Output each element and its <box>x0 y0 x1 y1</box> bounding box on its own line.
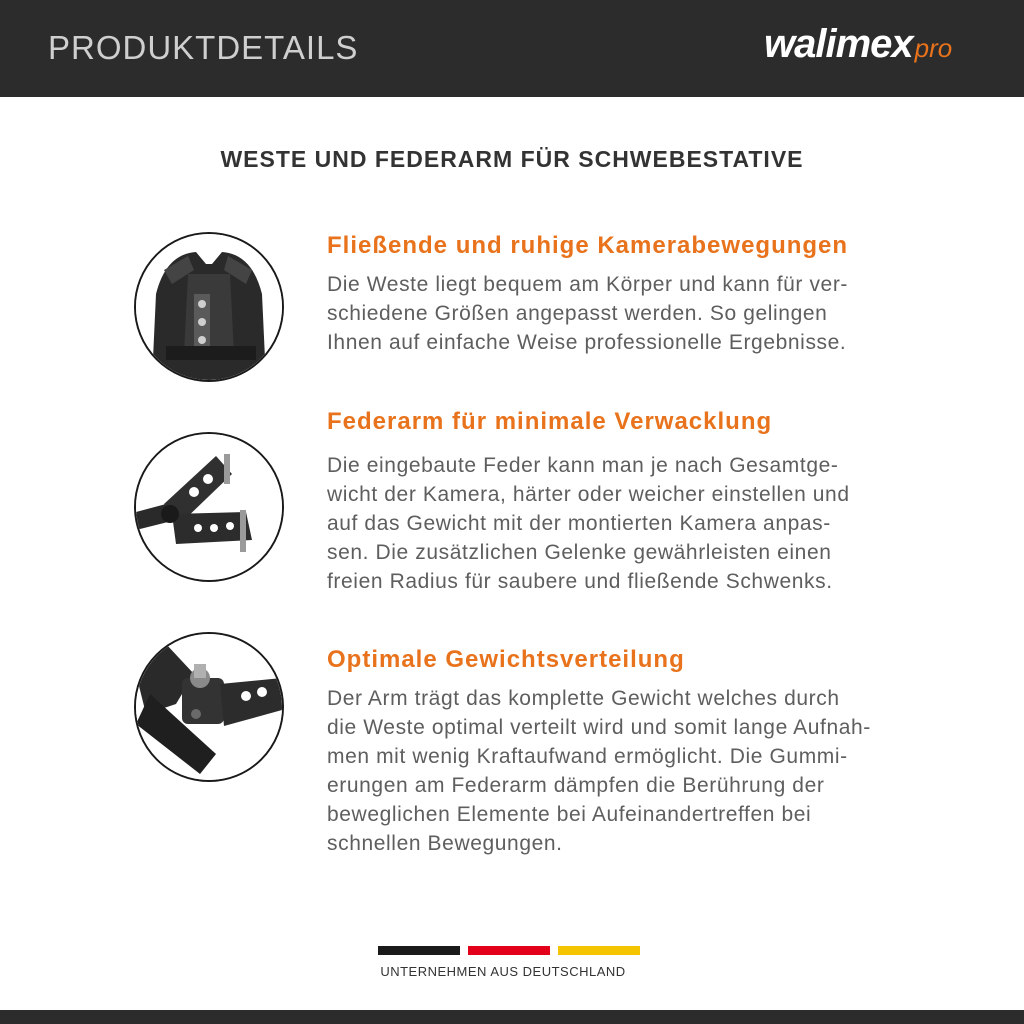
text-line: auf das Gewicht mit der montierten Kamera anpas- <box>327 512 831 535</box>
feature-description <box>327 270 967 357</box>
vest-icon <box>134 232 284 382</box>
text-line: Ihnen auf einfache Weise professionelle Ergebnisse. <box>327 331 847 354</box>
text-line: freien Radius für saubere und fließende Schwenks. <box>327 570 833 593</box>
text-line: Der Arm trägt das komplette Gewicht welches durch <box>327 687 840 710</box>
text-line: schiedene Größen angepasst werden. So gelingen <box>327 302 828 325</box>
section-headline: WESTE UND FEDERARM FÜR SCHWEBESTATIVE <box>220 146 804 172</box>
company-origin-label: UNTERNEHMEN AUS DEUTSCHLAND <box>380 964 626 979</box>
flag-stripe-black <box>378 946 460 955</box>
text-line: Die Weste liegt bequem am Körper und kann für ver- <box>327 273 849 296</box>
text-line: erungen am Federarm dämpfen die Berührung der <box>327 774 825 797</box>
feature-title: Federarm für minimale Verwacklung <box>327 408 773 435</box>
bottom-bar <box>0 1010 1024 1024</box>
feature-title: Fließende und ruhige Kamerabewegungen <box>327 232 849 259</box>
arm-joint-icon <box>134 632 284 782</box>
feature-title: Optimale Gewichtsverteilung <box>327 646 685 673</box>
text-line: men mit wenig Kraftaufwand ermöglicht. Die Gummi- <box>327 745 848 768</box>
text-line: Die eingebaute Feder kann man je nach Gesamtge- <box>327 454 839 477</box>
feature-description <box>327 451 967 596</box>
text-line: schnellen Bewegungen. <box>327 832 563 855</box>
header-bar <box>0 0 1024 97</box>
text-line: sen. Die zusätzlichen Gelenke gewährleisten einen <box>327 541 832 564</box>
logo-main-text: walimex <box>764 22 913 66</box>
flag-stripe-gold <box>558 946 640 955</box>
flag-stripe-red <box>468 946 550 955</box>
logo-sub-text: pro <box>914 33 953 63</box>
text-line: beweglichen Elemente bei Aufeinandertreffen bei <box>327 803 812 826</box>
page-title: PRODUKTDETAILS <box>48 29 359 66</box>
brand-logo <box>764 22 952 72</box>
spring-arm-icon <box>134 432 284 582</box>
text-line: wicht der Kamera, härter oder weicher einstellen und <box>327 483 850 506</box>
text-line: die Weste optimal verteilt wird und somit lange Aufnah- <box>327 716 871 739</box>
feature-description <box>327 684 967 858</box>
